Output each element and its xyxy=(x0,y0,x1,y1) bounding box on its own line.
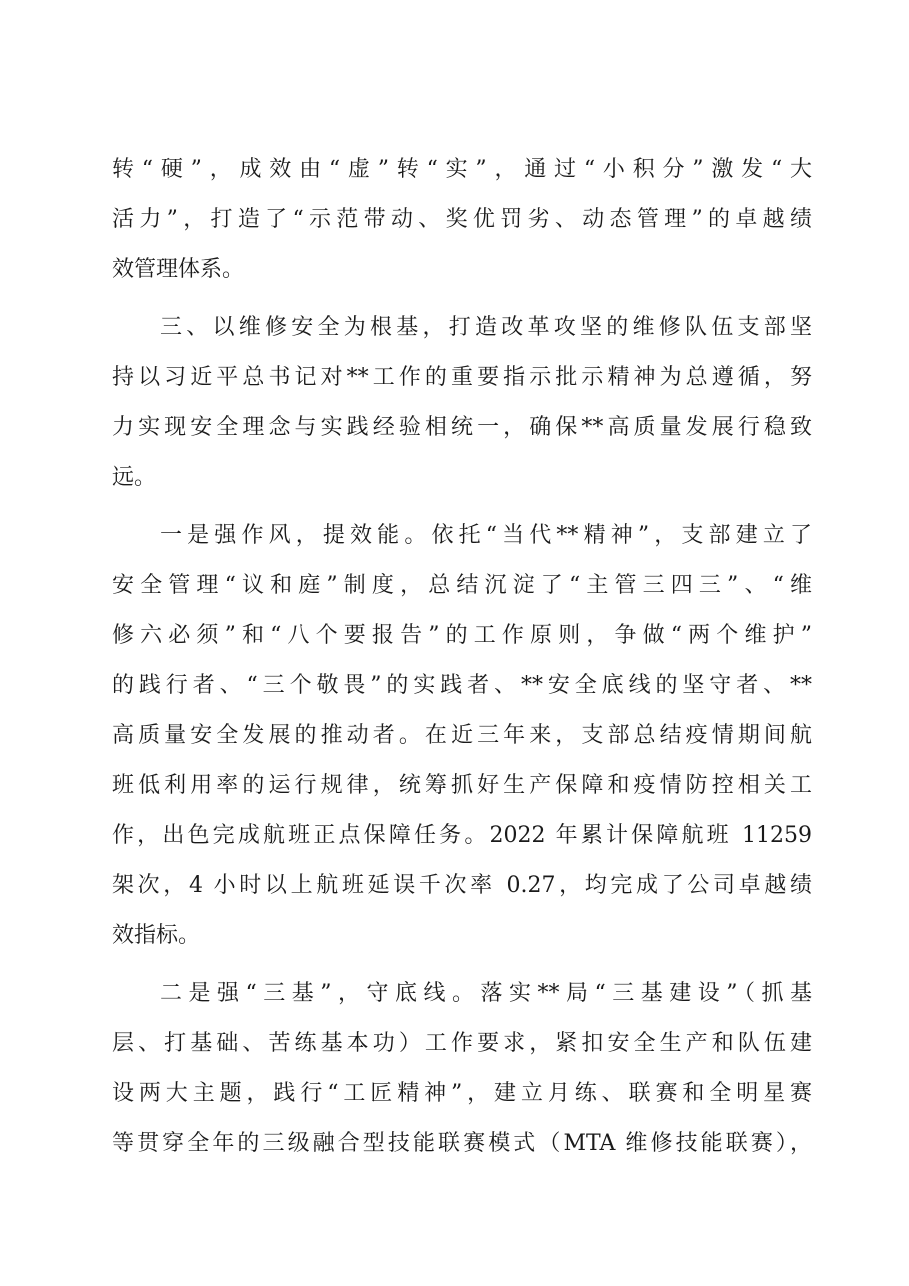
text-line: 架次，4 小时以上航班延误千次率 0.27，均完成了公司卓越绩 xyxy=(112,873,812,898)
text-line: 活力”，打造了“示范带动、奖优罚劣、动态管理”的卓越绩 xyxy=(112,207,812,232)
text-line: 设两大主题，践行“工匠精神”，建立月练、联赛和全明星赛 xyxy=(112,1081,812,1106)
paragraph xyxy=(112,156,812,306)
text-line: 等贯穿全年的三级融合型技能联赛模式（MTA 维修技能联赛）， xyxy=(112,1131,812,1156)
paragraph-gap xyxy=(112,972,812,980)
paragraph xyxy=(112,522,812,972)
text-line: 持以习近平总书记对**工作的重要指示批示精神为总遵循，努 xyxy=(112,365,812,390)
text-line: 一是强作风，提效能。依托“当代**精神”，支部建立了 xyxy=(160,523,812,548)
text-line: 安全管理“议和庭”制度，总结沉淀了“主管三四三”、“维 xyxy=(112,573,812,598)
text-line: 的践行者、“三个敬畏”的实践者、**安全底线的坚守者、** xyxy=(112,673,812,698)
text-line: 高质量安全发展的推动者。在近三年来，支部总结疫情期间航 xyxy=(112,723,812,748)
text-line: 三、以维修安全为根基，打造改革攻坚的维修队伍支部坚 xyxy=(160,315,812,340)
text-line: 二是强“三基”，守底线。落实**局“三基建设”（抓基 xyxy=(160,981,812,1006)
document-body xyxy=(112,156,812,1180)
text-line: 效管理体系。 xyxy=(112,257,245,282)
text-line: 转“硬”，成效由“虚”转“实”，通过“小积分”激发“大 xyxy=(112,157,812,182)
paragraph-gap xyxy=(112,306,812,314)
text-line: 班低利用率的运行规律，统筹抓好生产保障和疫情防控相关工 xyxy=(112,773,812,798)
text-line: 力实现安全理念与实践经验相统一，确保**高质量发展行稳致 xyxy=(112,415,812,440)
paragraph xyxy=(112,980,812,1180)
text-line: 远。 xyxy=(112,465,157,490)
paragraph xyxy=(112,314,812,514)
text-line: 修六必须”和“八个要报告”的工作原则，争做“两个维护” xyxy=(112,623,812,648)
text-line: 作，出色完成航班正点保障任务。2022 年累计保障航班 11259 xyxy=(112,823,812,848)
text-line: 效指标。 xyxy=(112,923,201,948)
text-line: 层、打基础、苦练基本功）工作要求，紧扣安全生产和队伍建 xyxy=(112,1031,812,1056)
paragraph-gap xyxy=(112,514,812,522)
